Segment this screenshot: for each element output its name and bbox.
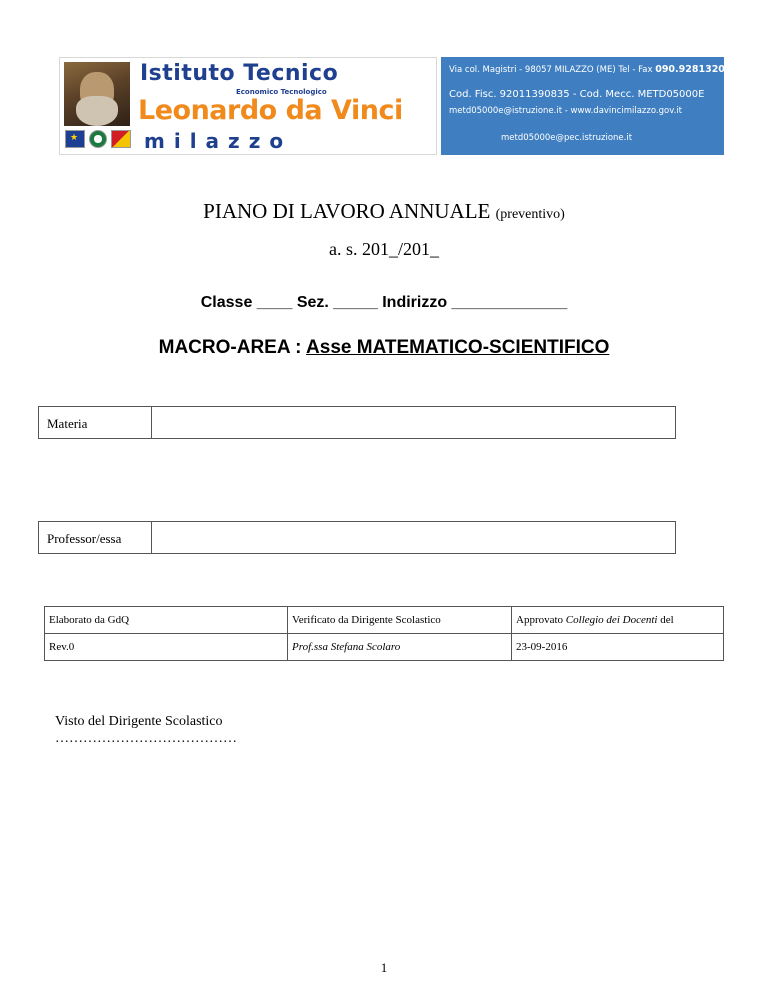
visto-block [55, 713, 237, 747]
macro-area-prefix: MACRO-AREA : [158, 337, 307, 358]
sicily-flag-icon [111, 130, 131, 148]
email-web-line: metd05000e@istruzione.it - www.davincimilazzo.gov.it [449, 106, 682, 116]
materia-label: Materia [39, 407, 152, 438]
eu-flag-icon [65, 130, 85, 148]
school-header-banner [59, 57, 724, 155]
table-row [45, 607, 724, 634]
school-year: a. s. 201_/201_ [329, 239, 439, 259]
signature-dots: ………………………………… [55, 731, 237, 746]
contact-panel [441, 57, 724, 155]
logo-line3: milazzo [144, 129, 293, 153]
page-title [0, 199, 768, 224]
professor-value[interactable] [152, 522, 675, 553]
leonardo-portrait-image [64, 62, 130, 126]
approval-table [44, 606, 724, 661]
macro-area-heading [0, 337, 768, 359]
logo-line2: Leonardo da Vinci [138, 95, 403, 126]
address-line: Via col. Magistri - 98057 MILAZZO (ME) Tel - Fax 090.9281320 [449, 64, 725, 75]
approvato-cell: Approvato Collegio dei Docenti del [512, 607, 724, 634]
rev-cell: Rev.0 [45, 634, 288, 661]
date-cell: 23-09-2016 [512, 634, 724, 661]
classe-line: Classe ____ Sez. _____ Indirizzo _____________ [200, 294, 568, 311]
visto-label: Visto del Dirigente Scolastico [55, 714, 223, 729]
professor-field [38, 521, 676, 554]
institution-flags [65, 130, 131, 150]
page-number: 1 [380, 960, 388, 975]
title-main: PIANO DI LAVORO ANNUALE [203, 199, 491, 223]
pec-line: metd05000e@pec.istruzione.it [501, 133, 633, 143]
elaborato-cell: Elaborato da GdQ [45, 607, 288, 634]
professor-label: Professor/essa [39, 522, 152, 553]
logo-tagline: Economico Tecnologico [236, 88, 327, 96]
logo-line1: Istituto Tecnico [140, 61, 339, 86]
codes-line: Cod. Fisc. 92011390835 - Cod. Mecc. METD05000E [449, 89, 705, 100]
phone-number: 090.9281320 [655, 64, 725, 75]
title-sub: (preventivo) [495, 207, 565, 222]
verificato-cell: Verificato da Dirigente Scolastico [288, 607, 512, 634]
table-row [45, 634, 724, 661]
signer-cell: Prof.ssa Stefana Scolaro [288, 634, 512, 661]
materia-value[interactable] [152, 407, 675, 438]
materia-field [38, 406, 676, 439]
macro-area-value: Asse MATEMATICO-SCIENTIFICO [306, 337, 610, 358]
italian-republic-emblem-icon [89, 130, 107, 148]
school-logo [59, 57, 437, 155]
